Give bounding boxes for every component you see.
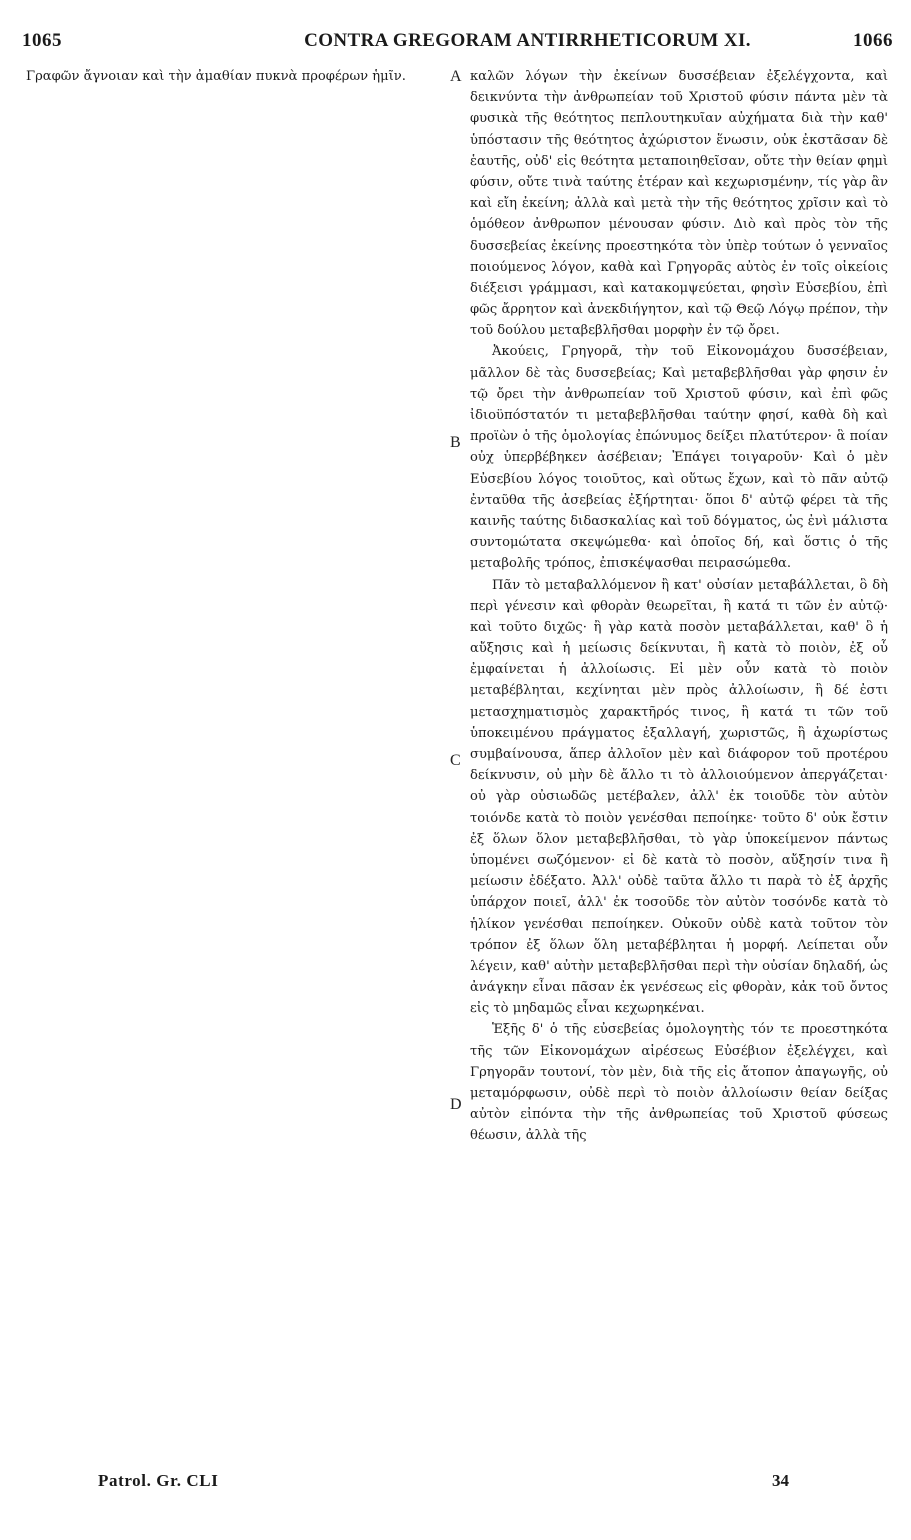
right-paragraph-4: Ἑξῆς δ' ὁ τῆς εὐσεβείας ὁμολογητὴς τόν τε προεστηκότα τῆς τῶν Εἰκονομάχων αἱρέσεως Εὐσέβιον ἐξελέγχει, καὶ Γρηγορᾶν τουτονί, τὸν μὲν, διὰ τῆς εἰς ἄτοπον ἀπαγωγῆς, οὐ μεταμόρφωσιν, οὐδὲ περὶ τὸ ποιὸν ἀλλοίωσιν θείαν δείξας αὐτὸν εἰπόντα τὴν τῆς ἀνθρωπείας τοῦ Χριστοῦ φύσεως θέωσιν, ἀλλὰ τῆς — [470, 1022, 888, 1144]
series-imprint: Patrol. Gr. CLI — [98, 1471, 219, 1490]
signature-mark: 34 — [772, 1471, 789, 1490]
page-footer — [26, 1471, 889, 1497]
left-column — [26, 66, 444, 87]
right-paragraph-2: Ἀκούεις, Γρηγορᾶ, τὴν τοῦ Εἰκονομάχου δυσσέβειαν, μᾶλλον δὲ τὰς δυσσεβείας; Καὶ μεταβεβλῆσθαι γὰρ φησιν ἐν τῷ ὄρει τὴν ἀνθρωπείαν τοῦ Χριστοῦ φύσιν, καὶ ἐπὶ φῶς ἰδιοϋπόστατόν τι μεταβεβλῆσθαι ταύτην φησί, καθὰ δὴ καὶ προϊὼν ὁ τῆς ὁμολογίας ἐπώνυμος δείξει πλατύτερον· ἃ ποίαν οὐχ ὑπερβέβηκεν ἀσέβειαν; Ἐπάγει τοιγαροῦν· Καὶ ὁ μὲν Εὐσεβίου λόγος τοιοῦτος, καὶ οὕτως ἔχων, καὶ τὸ πᾶν αὐτῷ ἐνταῦθα τῆς ἀσεβείας ἐξήρτηται· ὅποι δ' αὐτῷ φέρει τὰ τῆς καινῆς ταύτης διδασκαλίας καὶ τοῦ δόγματος, ὡς ἐνὶ μάλιστα συντομώτατα σκεψώμεθα· καὶ ὁποῖος δή, καὶ ὅστις ὁ τῆς μεταβολῆς τρόπος, ἐπισκέψασθαι πειρασώμεθα. — [470, 344, 888, 572]
right-paragraph-1: καλῶν λόγων τὴν ἐκείνων δυσσέβειαν ἐξελέγχοντα, καὶ δεικνύντα τὴν ἀνθρωπείαν τοῦ Χριστοῦ φύσιν πάντα μὲν τὰ φυσικὰ τῆς θεότητος πεπλουτηκυῖαν αὐχήματα διὰ τὴν καθ' ὑπόστασιν τῆς θεότητος ἀχώριστον ἕνωσιν, οὐκ ἐκστᾶσαν δὲ ἑαυτῆς, οὐδ' εἰς θεότητα μεταποιηθεῖσαν, οὔτε τὴν θείαν φημὶ φύσιν, οὔτε τινὰ ταύτης ἑτέραν καὶ κεχωρισμένην, τίς γὰρ ἂν καὶ εἴη ἐκείνη; ἀλλὰ καὶ μετὰ τὴν τῆς θεότητος χρῖσιν καὶ τὸ ὁμόθεον ἀνθρωπον μένουσαν φύσιν. Διὸ καὶ πρὸς τὸν τῆς δυσσεβείας ἐκείνης προεστηκότα τὸν ὑπὲρ τούτων ὁ γενναῖος ποιούμενος λόγον, καθὰ καὶ Γρηγορᾶς αὐτὸς ἐν τοῖς οἰκείοις διέξεισι γράμμασι, καὶ κατακομψεύεται, φησὶν Εὐσεβίου, ἐπὶ φῶς ἄρρητον καὶ ἀνεκδιήγητον, καὶ τῷ Θεῷ Λόγῳ πρέπον, τὴν τοῦ δούλου μεταβεβλῆσθαι μορφὴν ἐν τῷ ὄρει. — [470, 69, 888, 339]
margin-marker-c: C — [450, 752, 461, 769]
right-column — [470, 66, 888, 1147]
left-paragraph-1: Γραφῶν ἄγνοιαν καὶ τὴν ἀμαθίαν πυκνὰ προφέρων ἡμῖν. — [26, 69, 406, 84]
page-number-left: 1065 — [22, 30, 62, 51]
margin-marker-d: D — [450, 1096, 462, 1113]
page-number-right: 1066 — [853, 30, 893, 51]
margin-marker-b: B — [450, 434, 461, 451]
running-header — [22, 30, 893, 60]
right-paragraph-3: Πᾶν τὸ μεταβαλλόμενον ἢ κατ' οὐσίαν μεταβάλλεται, ὃ δὴ περὶ γένεσιν καὶ φθορὰν θεωρεῖται, ἢ κατά τι τῶν ἐν αὐτῷ· καὶ τοῦτο διχῶς· ἢ γὰρ κατὰ ποσὸν μεταβάλλεται, καθ' ὃ ἡ αὔξησις καὶ ἡ μείωσις δείκνυται, ἢ κατὰ τὸ ποιὸν, ἐξ οὗ ἐμφαίνεται ἡ ἀλλοίωσις. Εἰ μὲν οὖν κατὰ τὸ ποιὸν μεταβέβληται, κεχίνηται μὲν πρὸς ἀλλοίωσιν, ἣ δέ ἐστι μετασχηματισμὸς χαρακτῆρός τινος, ἢ κατά τι τῶν τοῦ ὑποκειμένου πράγματος ἐξαλλαγή, χωριστῶς, ἢ ἀχωρίστως συμβαίνουσα, ἅπερ ἀλλοῖον μὲν καὶ διάφορον τοῦ προτέρου δείκνυσιν, οὐ μὴν δὲ ἄλλο τι τὸ ἀλλοιούμενον ἀπεργάζεται· οὐ γὰρ οὐσιωδῶς μετέβαλεν, ἀλλ' ἐκ τοιοῦδε τὸν αὐτὸν τοιόνδε κατὰ τὸ ποιὸν γενέσθαι πεποίηκε· τοῦτο δ' οὐκ ἔστιν ἐξ ὅλων ὅλον μεταβεβλῆσθαι, τὸ γὰρ ὑποκείμενον πάντως ὑπομένει σωζόμενον· εἰ δὲ κατὰ τὸ ποσὸν, αὔξησίν τινα ἢ μείωσιν ἐδέξατο. Ἀλλ' οὐδὲ ταῦτα ἄλλο τι παρὰ τὸ ἐξ ἀρχῆς ὑπάρχον ποιεῖ, ἀλλ' ἐκ τοσοῦδε τὸν αὐτὸν τοσόνδε κατὰ τὸ ἡλίκον γενέσθαι πεποίηκεν. Οὐκοῦν οὐδὲ κατὰ τοῦτον τὸν τρόπον ἐξ ὅλων ὅλη μεταβέβληται ἡ μορφή. Λείπεται οὖν λέγειν, καθ' αὐτὴν μεταβεβλῆσθαι περὶ τὴν οὐσίαν δηλαδή, ὡς ἀνάγκην εἶναι πᾶσαν ἐκ γενέσεως εἰς φθορὰν, κἀκ τοῦ ὄντος εἰς τὸ μηδαμῶς εἶναι κεχωρηκέναι. — [470, 577, 888, 1017]
margin-marker-a: A — [450, 68, 462, 85]
running-title: CONTRA GREGORAM ANTIRRHETICORUM XI. — [304, 30, 751, 51]
